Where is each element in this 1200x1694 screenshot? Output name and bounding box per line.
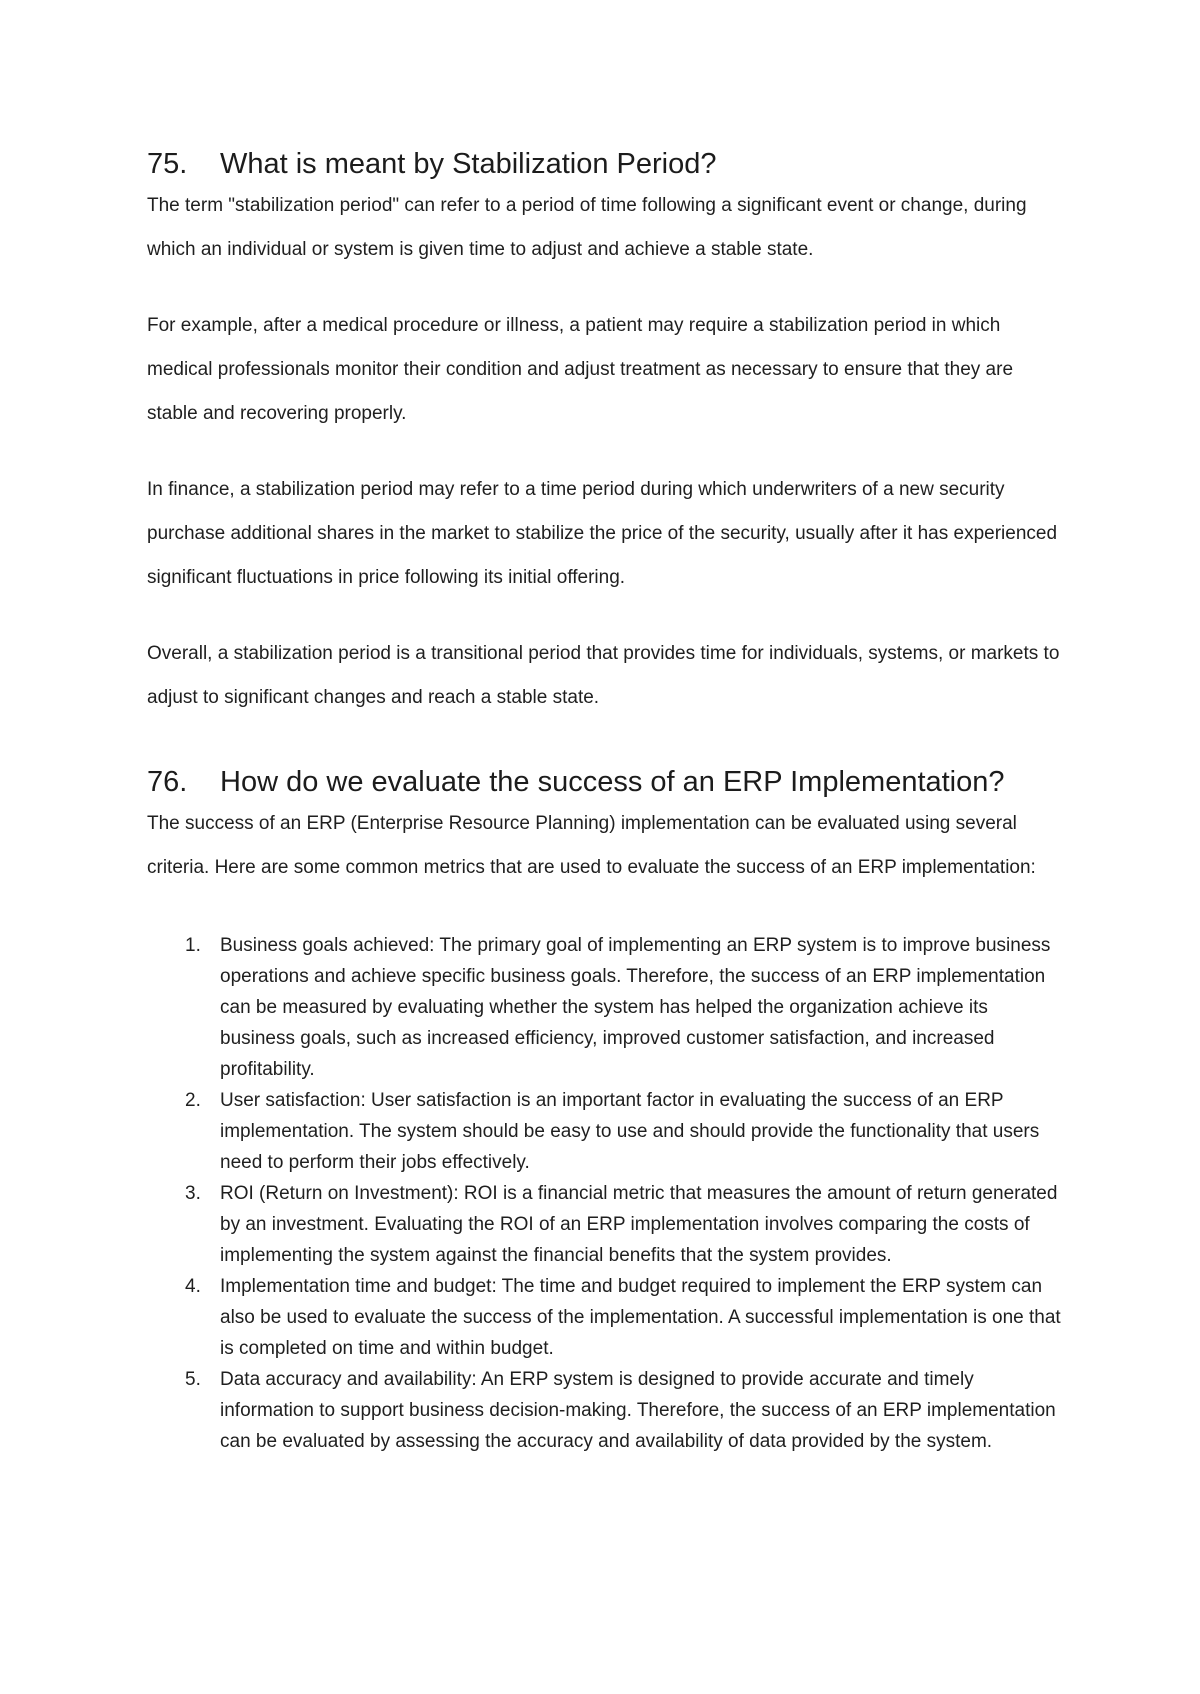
list-item-text: ROI (Return on Investment): ROI is a financial metric that measures the amount of return generated by an investment. Evaluating the ROI of an ERP implementation involves comparing the costs of implementing the system against the financial benefits that the system provides. bbox=[220, 1183, 1058, 1266]
list-marker: 5. bbox=[185, 1369, 201, 1390]
criteria-list bbox=[147, 930, 1067, 1457]
paragraph: In finance, a stabilization period may refer to a time period during which underwriters of a new security purchase additional shares in the market to stabilize the price of the security, usually after it has experienced significant fluctuations in price following its initial offering. bbox=[147, 479, 1058, 588]
list-item-text: Implementation time and budget: The time and budget required to implement the ERP system can also be used to evaluate the success of the implementation. A successful implementation is one that is completed on time and within budget. bbox=[220, 1276, 1061, 1359]
list-marker: 3. bbox=[185, 1183, 201, 1204]
list-item bbox=[147, 1178, 1067, 1271]
section-title: How do we evaluate the success of an ERP Implementation? bbox=[220, 766, 1005, 798]
section-76 bbox=[147, 752, 1067, 1457]
list-item bbox=[147, 1271, 1067, 1364]
list-item bbox=[147, 930, 1067, 1085]
list-item-text: User satisfaction: User satisfaction is an important factor in evaluating the success of an ERP implementation. The system should be easy to use and should provide the functionality that users need to perform their jobs effectively. bbox=[220, 1090, 1040, 1173]
intro-paragraph: The success of an ERP (Enterprise Resource Planning) implementation can be evaluated using several criteria. Here are some common metrics that are used to evaluate the success of an ERP implementation: bbox=[147, 813, 1036, 878]
paragraph: The term "stabilization period" can refer to a period of time following a significant event or change, during which an individual or system is given time to adjust and achieve a stable state. bbox=[147, 195, 1027, 260]
list-item-text: Business goals achieved: The primary goal of implementing an ERP system is to improve business operations and achieve specific business goals. Therefore, the success of an ERP implementation can be measured by evaluating whether the system has helped the organization achieve its business goals, such as increased efficiency, improved customer satisfaction, and increased profitability. bbox=[220, 935, 1051, 1080]
section-number: 75. bbox=[147, 148, 188, 180]
section-title: What is meant by Stabilization Period? bbox=[220, 148, 717, 180]
list-item-text: Data accuracy and availability: An ERP system is designed to provide accurate and timely information to support business decision-making. Therefore, the success of an ERP implementation can be evaluated by assessing the accuracy and availability of data provided by the system. bbox=[220, 1369, 1056, 1452]
section-75 bbox=[147, 0, 1067, 720]
section-heading bbox=[147, 144, 1067, 184]
section-heading bbox=[147, 762, 1067, 802]
section-number: 76. bbox=[147, 766, 188, 798]
list-marker: 2. bbox=[185, 1090, 201, 1111]
list-marker: 1. bbox=[185, 935, 201, 956]
list-marker: 4. bbox=[185, 1276, 201, 1297]
list-item bbox=[147, 1364, 1067, 1457]
paragraph: Overall, a stabilization period is a transitional period that provides time for individuals, systems, or markets to adjust to significant changes and reach a stable state. bbox=[147, 643, 1060, 708]
paragraph: For example, after a medical procedure or illness, a patient may require a stabilization period in which medical professionals monitor their condition and adjust treatment as necessary to ensure that they are stable and recovering properly. bbox=[147, 315, 1014, 424]
list-item bbox=[147, 1085, 1067, 1178]
